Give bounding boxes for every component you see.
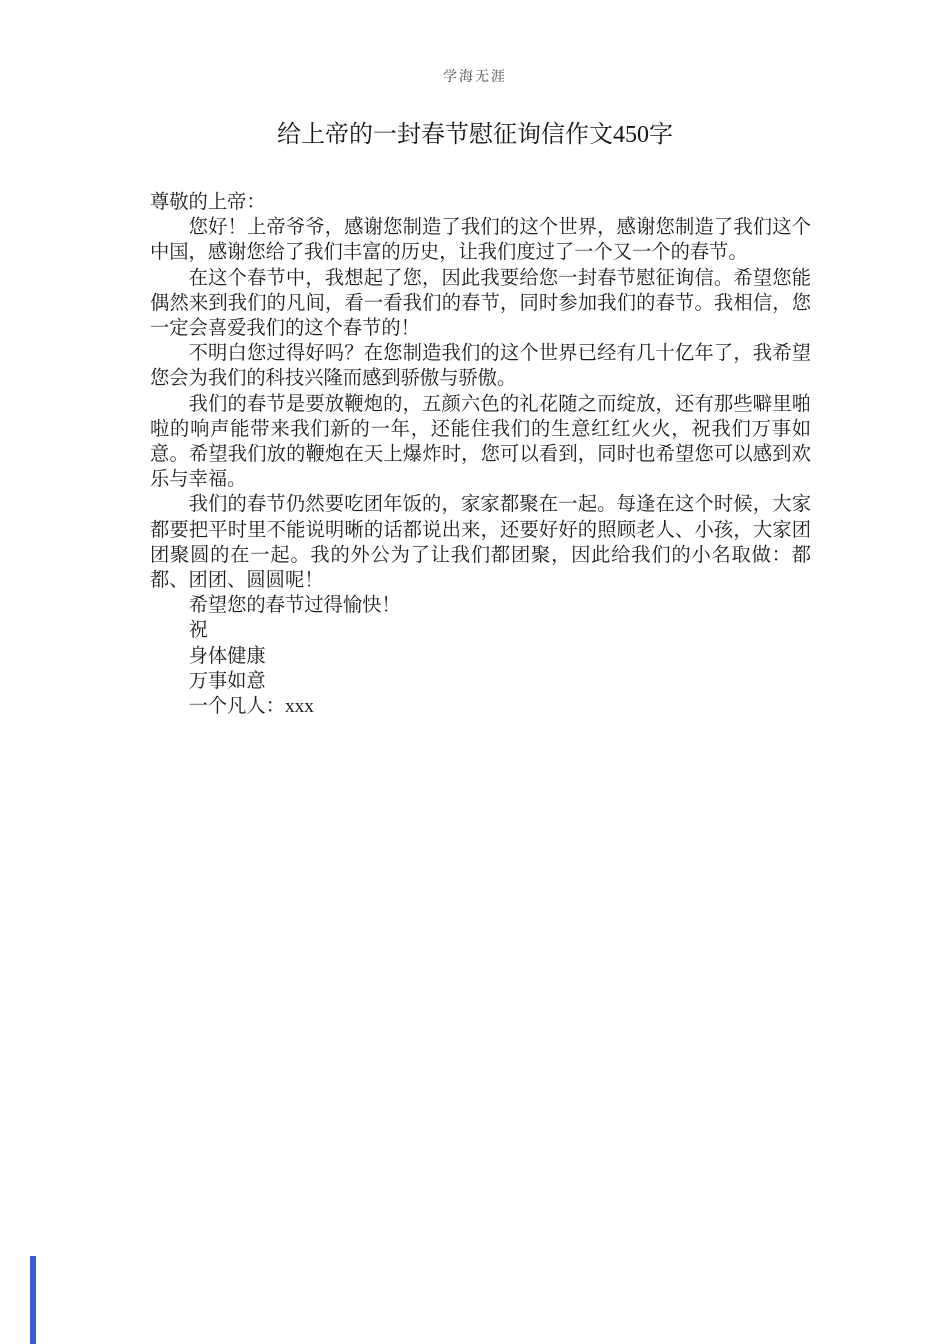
letter-closing-wish: 希望您的春节过得愉快！: [188, 595, 401, 617]
letter-closing-zhu: 祝: [188, 620, 208, 642]
letter-salutation: 尊敬的上帝：: [150, 192, 266, 213]
letter-body: [150, 190, 811, 719]
blue-accent-bar: [30, 1256, 36, 1344]
letter-paragraph-3: 不明白您过得好吗？在您制造我们的这个世界已经有几十亿年了，我希望您会为我们的科技兴隆而感到骄傲与骄傲。: [150, 343, 811, 390]
site-watermark: 学海无涯: [443, 70, 507, 85]
letter-closing-fortune: 万事如意: [188, 670, 266, 692]
letter-closing-health: 身体健康: [188, 645, 266, 667]
letter-paragraph-2: 在这个春节中，我想起了您，因此我要给您一封春节慰征询信。希望您能偶然来到我们的凡间，看一看我们的春节，同时参加我们的春节。我相信，您一定会喜爱我们的这个春节的！: [150, 267, 811, 340]
letter-paragraph-5: 我们的春节仍然要吃团年饭的，家家都聚在一起。每逢在这个时候，大家都要把平时里不能说明晰的话都说出来，还要好好的照顾老人、小孩，大家团团聚圆的在一起。我的外公为了让我们都团聚，因此给我们的小名取做：都都、团团、圆圆呢！: [150, 494, 811, 592]
letter-signature: 一个凡人：xxx: [188, 696, 314, 718]
letter-paragraph-4: 我们的春节是要放鞭炮的，五颜六色的礼花随之而绽放，还有那些噼里啪啦的响声能带来我们新的一年，还能住我们的生意红红火火，祝我们万事如意。希望我们放的鞭炮在天上爆炸时，您可以看到，同时也希望您可以感到欢乐与幸福。: [150, 393, 811, 491]
document-title: 给上帝的一封春节慰征询信作文450字: [277, 122, 673, 148]
letter-paragraph-1: 您好！上帝爷爷，感谢您制造了我们的这个世界，感谢您制造了我们这个中国，感谢您给了我们丰富的历史，让我们度过了一个又一个的春节。: [150, 217, 811, 264]
